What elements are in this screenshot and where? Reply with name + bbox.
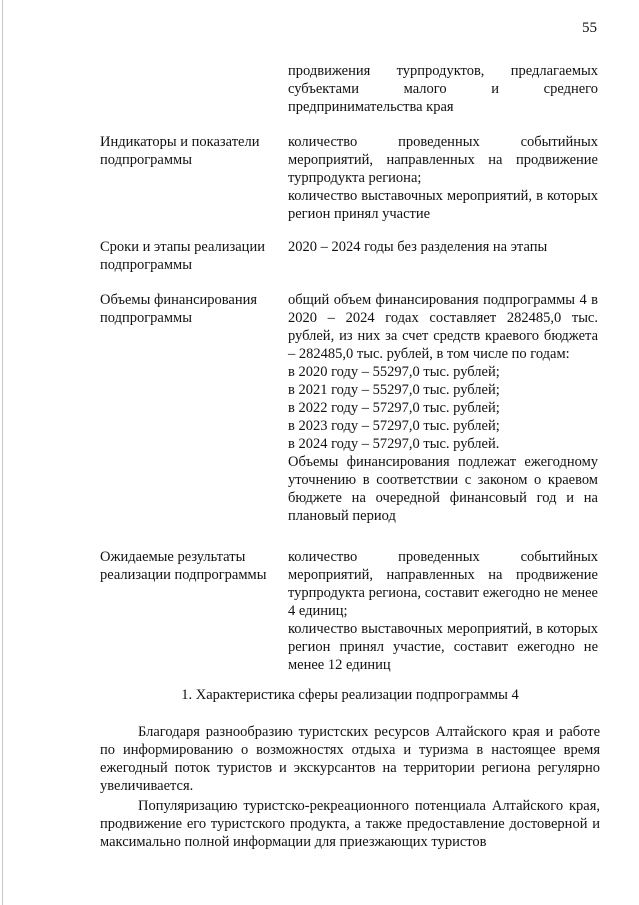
page-number: 55 — [582, 20, 597, 36]
value-line: количество проведенных событийных мероприятий, направленных на продвижение турпродукта региона, составит ежегодно не менее 4 единиц; — [288, 549, 598, 619]
value-line: 2020 – 2024 годы без разделения на этапы — [288, 239, 548, 255]
value-line: в 2022 году – 57297,0 тыс. рублей; — [288, 400, 500, 416]
value-line: количество выставочных мероприятий, в которых регион принял участие — [288, 188, 598, 222]
value-line: Объемы финансирования подлежат ежегодному уточнению в соответствии с законом о краевом бюджете на очередной финансовый год и на плановый период — [288, 454, 598, 524]
value-line: в 2021 году – 55297,0 тыс. рублей; — [288, 382, 500, 398]
section-heading: 1. Характеристика сферы реализации подпрограммы 4 — [181, 687, 519, 703]
row-value — [288, 291, 598, 525]
value-line: общий объем финансирования подпрограммы 4 в 2020 – 2024 годах составляет 282485,0 тыс. рублей, из них за счет средств краевого бюджета – 282485,0 тыс. рублей, в том числе по годам: — [288, 292, 598, 362]
body-paragraph: Благодаря разнообразию туристских ресурсов Алтайского края и работе по информированию о возможностях отдыха и туризма в настоящее время ежегодный поток туристов и экскурсантов на территории региона регулярно увеличивается. — [100, 724, 600, 794]
body-paragraph: Популяризацию туристско-рекреационного потенциала Алтайского края, продвижение его туристского продукта, а также предоставление достоверной и максимально полной информации для приезжающих туристов — [100, 798, 600, 850]
row-label: Ожидаемые результаты реализации подпрограммы — [100, 549, 267, 583]
scan-edge-line — [2, 0, 3, 905]
row-value — [288, 548, 598, 674]
continuation-value: продвижения турпродуктов, предлагаемых субъектами малого и среднего предпринимательства края — [288, 63, 598, 115]
value-line: количество выставочных мероприятий, в которых регион принял участие, составит ежегодно не менее 12 единиц — [288, 621, 598, 673]
value-line: количество проведенных событийных мероприятий, направленных на продвижение турпродукта региона; — [288, 134, 598, 186]
value-line: в 2020 году – 55297,0 тыс. рублей; — [288, 364, 500, 380]
value-line: в 2023 году – 57297,0 тыс. рублей; — [288, 418, 500, 434]
value-line: в 2024 году – 57297,0 тыс. рублей. — [288, 436, 500, 452]
row-value — [288, 133, 598, 223]
row-label: Сроки и этапы реализации подпрограммы — [100, 239, 265, 273]
row-label: Объемы финансирования подпрограммы — [100, 292, 258, 326]
row-label: Индикаторы и показатели подпрограммы — [100, 134, 260, 168]
row-value — [288, 238, 598, 256]
